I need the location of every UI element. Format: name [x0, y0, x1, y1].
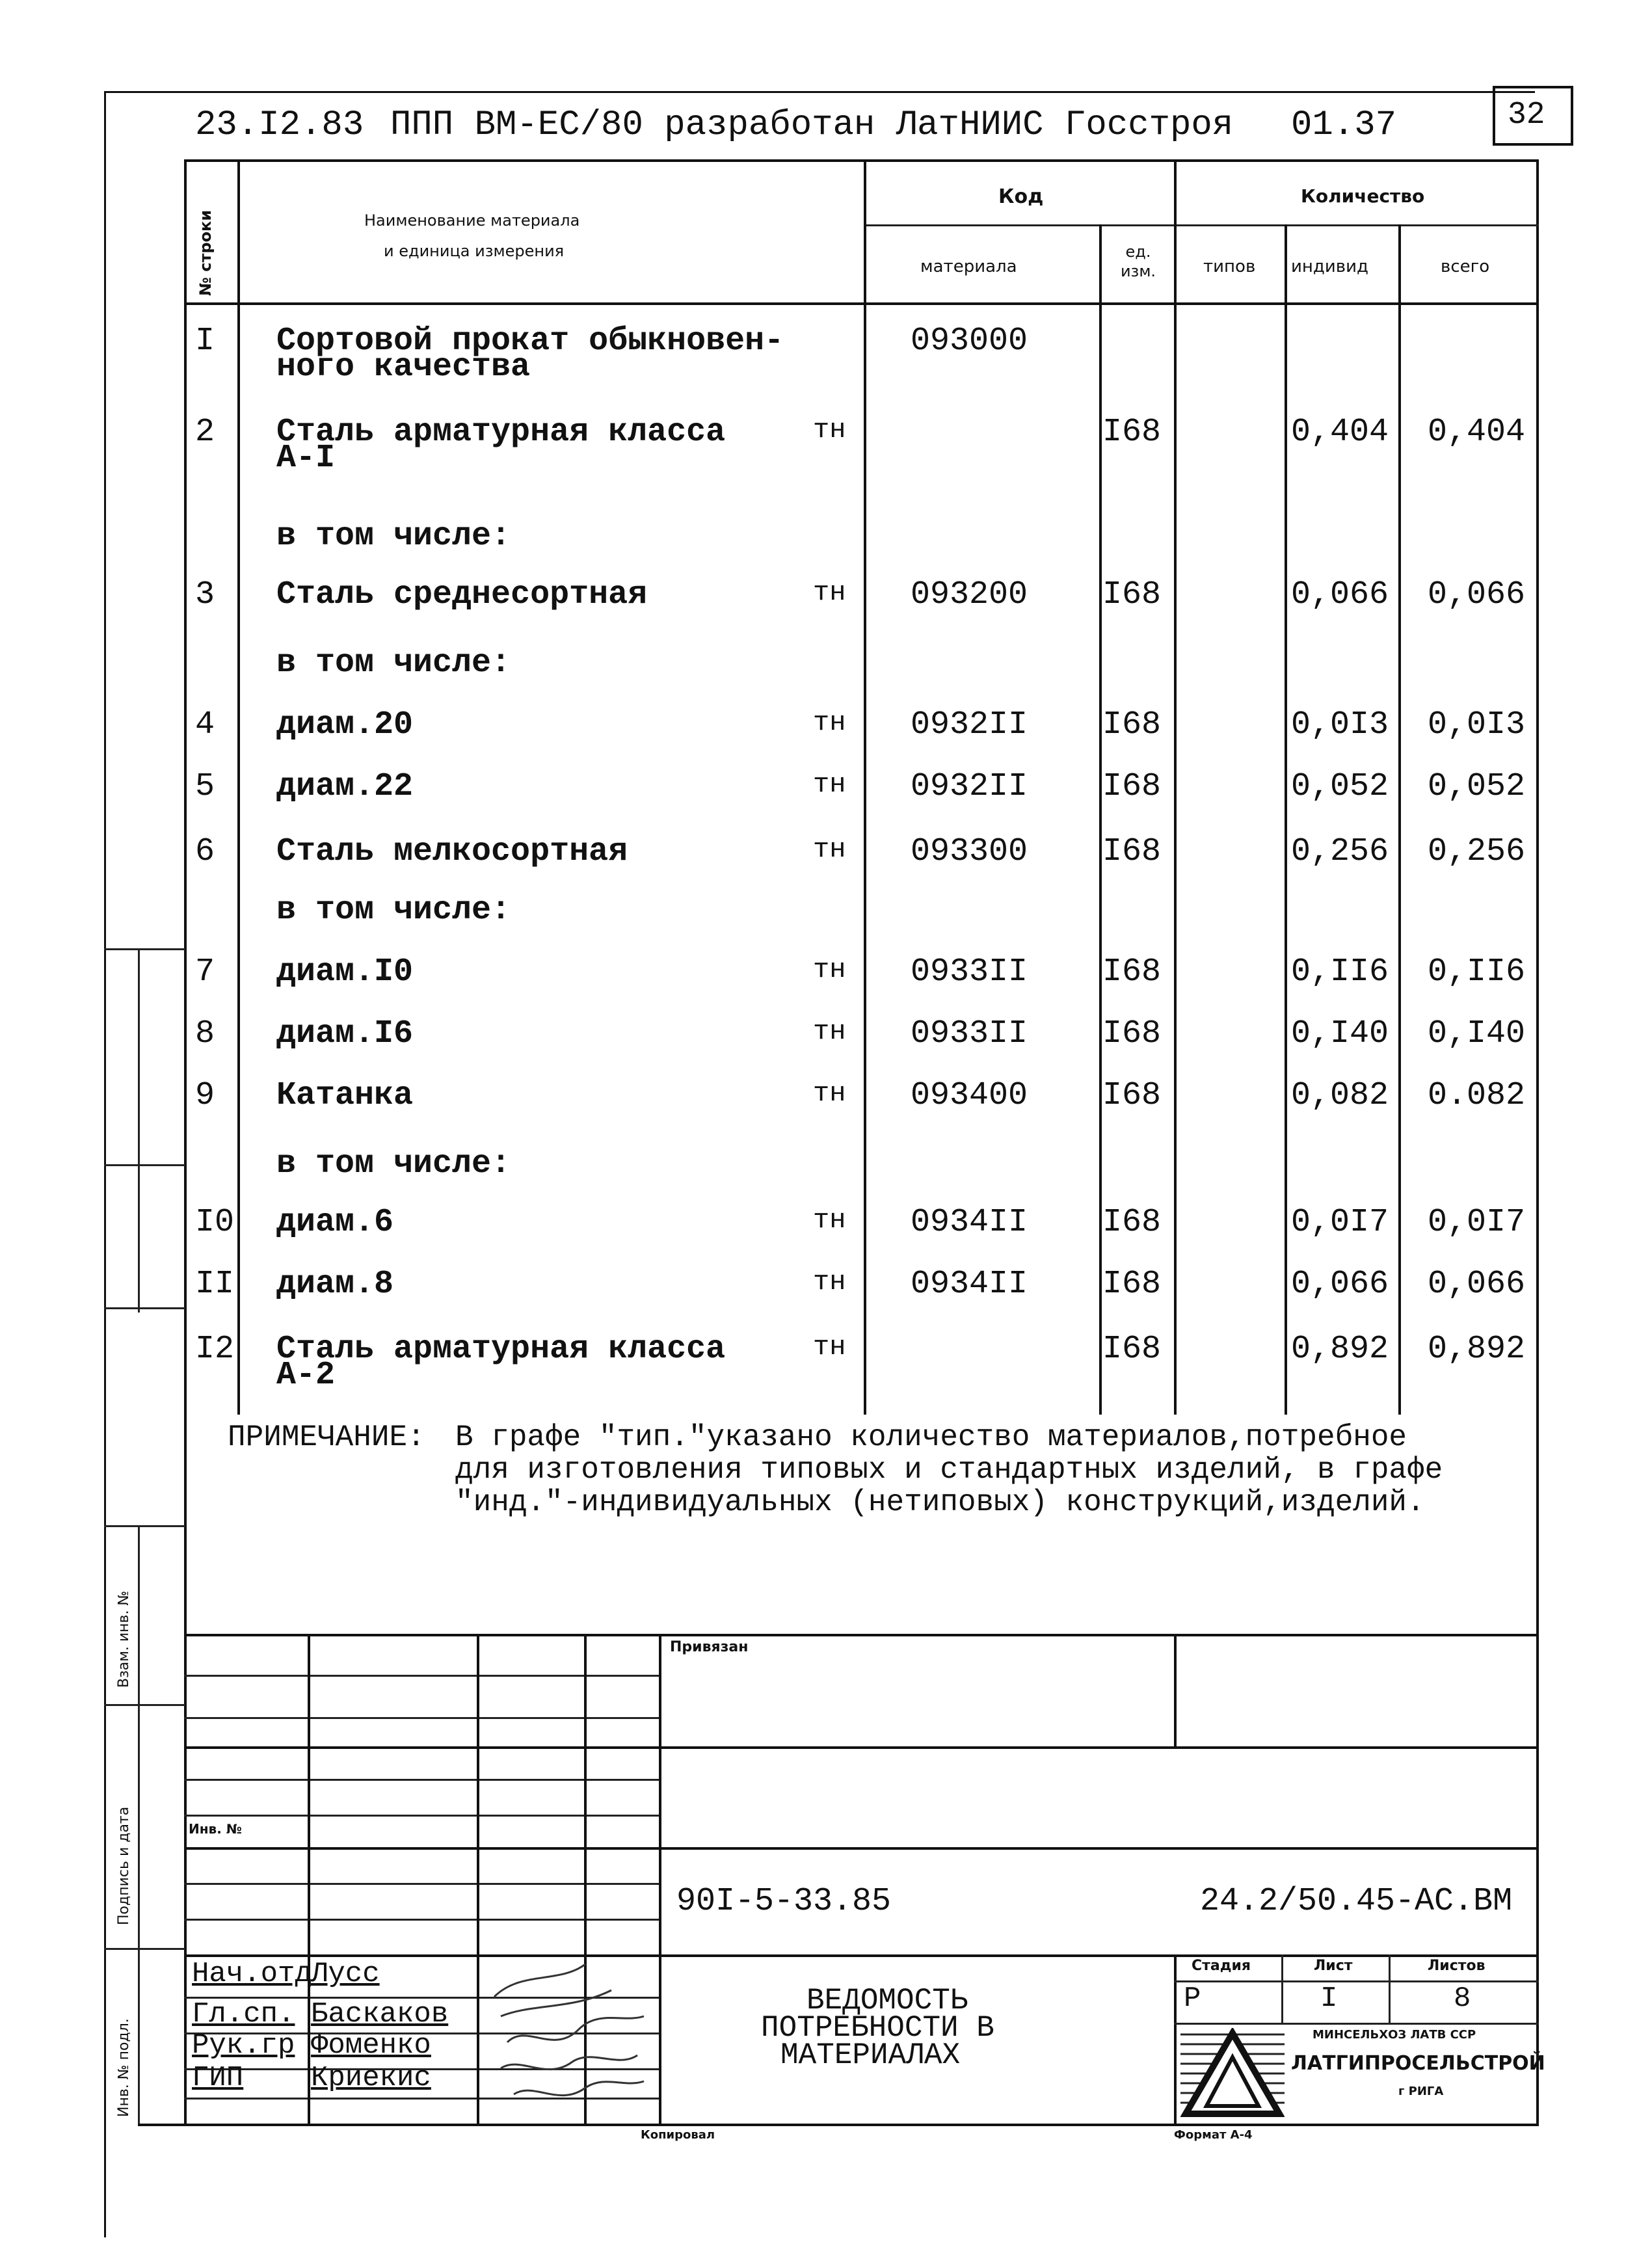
- row-unit: тн: [813, 1331, 846, 1363]
- header-materiala: материала: [920, 257, 1017, 276]
- row-vsego: 0,0I3: [1428, 706, 1526, 743]
- row-ed: I68: [1102, 953, 1162, 991]
- row-number: 4: [195, 706, 215, 743]
- header-code: 01.37: [1291, 105, 1397, 145]
- tb-line-f: [184, 1847, 1539, 1850]
- row-ed: I68: [1102, 1331, 1162, 1368]
- row-name: в том числе:: [276, 892, 511, 929]
- row-vsego: 0,066: [1428, 1266, 1526, 1303]
- row-number: 3: [195, 576, 215, 613]
- tb-org-line1: МИНСЕЛЬХОЗ ЛАТВ ССР: [1312, 2028, 1476, 2042]
- row-individ: 0,I40: [1291, 1015, 1389, 1052]
- margin-tick-2: [104, 1164, 185, 1166]
- row-vsego: 0,052: [1428, 768, 1526, 805]
- row-vsego: 0,892: [1428, 1331, 1526, 1368]
- row-number: 9: [195, 1077, 215, 1114]
- header-individ: индивид: [1291, 257, 1368, 276]
- row-ed: I68: [1102, 768, 1162, 805]
- signer-role: ГИП: [192, 2062, 244, 2094]
- tb-listov-value: 8: [1454, 1982, 1471, 2015]
- tb-stadia-value: Р: [1184, 1982, 1201, 2015]
- tb-col-5: [1174, 1634, 1177, 1746]
- row-unit: тн: [813, 834, 846, 865]
- signer-role: Гл.сп.: [192, 1998, 295, 2031]
- col-line-vsego: [1398, 224, 1401, 1415]
- header-name-line1: Наименование материала: [364, 211, 580, 230]
- row-individ: 0,066: [1291, 576, 1389, 613]
- note-line2: для изготовления типовых и стандартных изделий, в графе: [455, 1453, 1443, 1487]
- margin-tick-1: [104, 948, 185, 950]
- row-name: в том числе:: [276, 518, 511, 555]
- row-name-cont: ного качества: [276, 349, 531, 386]
- col-line-qty: [1174, 159, 1177, 1415]
- header-mid-line: [864, 224, 1539, 226]
- row-name-cont: А-I: [276, 440, 336, 477]
- row-name-cont: А-2: [276, 1357, 336, 1394]
- row-individ: 0,404: [1291, 414, 1389, 451]
- row-name: диам.6: [276, 1204, 394, 1241]
- tb-stadia-line2: [1174, 2023, 1539, 2025]
- col-line-code: [864, 159, 866, 1415]
- row-number: 2: [195, 414, 215, 451]
- row-number: 8: [195, 1015, 215, 1052]
- side-line-2: [104, 1704, 185, 1706]
- row-vsego: 0,256: [1428, 833, 1526, 870]
- row-ed: I68: [1102, 1204, 1162, 1241]
- row-name: диам.20: [276, 706, 414, 743]
- header-ed-izm: ед. изм.: [1120, 243, 1156, 280]
- row-code: 0933II: [911, 1015, 1028, 1052]
- tb-line-d: [184, 1779, 659, 1781]
- row-number: I0: [195, 1204, 235, 1241]
- header-caption: ППП ВМ-ЕС/80 разработан ЛатНИИС Госстроя: [390, 105, 1234, 145]
- tb-line-i: [184, 1954, 1539, 1957]
- row-vsego: 0,066: [1428, 576, 1526, 613]
- row-number: I: [195, 323, 215, 360]
- row-name: Сталь мелкосортная: [276, 833, 628, 870]
- margin-vline-1: [138, 948, 140, 1313]
- tb-line-g: [184, 1883, 659, 1885]
- tb-line-e: [184, 1815, 659, 1817]
- row-ed: I68: [1102, 833, 1162, 870]
- signer-name: Лусс: [311, 1958, 380, 1990]
- header-name-line2: и единица измерения: [384, 242, 565, 260]
- row-code: 093200: [911, 576, 1028, 613]
- side-col-line: [138, 1525, 140, 2124]
- row-unit: тн: [813, 769, 846, 800]
- tb-line-b: [184, 1717, 659, 1719]
- col-line-no: [237, 159, 240, 1415]
- row-individ: 0,0I7: [1291, 1204, 1389, 1241]
- tb-title-1: ВЕДОМОСТЬ: [806, 1984, 968, 2018]
- row-code: 093400: [911, 1077, 1028, 1114]
- frame-left: [184, 159, 187, 2124]
- side-line-3: [104, 1948, 185, 1950]
- row-name: Сталь арматурная класса: [276, 414, 726, 451]
- row-name: в том числе:: [276, 645, 511, 682]
- row-number: I2: [195, 1331, 235, 1368]
- frame-bottom: [138, 2124, 1539, 2126]
- row-number: 7: [195, 953, 215, 991]
- row-number: 5: [195, 768, 215, 805]
- signer-role: Рук.гр: [192, 2029, 295, 2062]
- tb-line-c: [184, 1746, 1539, 1749]
- side-line-1: [104, 1525, 185, 1527]
- note-line3: "инд."-индивидуальных (нетиповых) конструкций,изделий.: [455, 1486, 1425, 1519]
- row-individ: 0,066: [1291, 1266, 1389, 1303]
- tb-stadia-col1: [1281, 1954, 1283, 2023]
- row-ed: I68: [1102, 1015, 1162, 1052]
- tb-title-3: МАТЕРИАЛАХ: [780, 2038, 961, 2072]
- side-label-inv: Инв. № подл.: [116, 2018, 132, 2117]
- row-name: Сортовой прокат обыкновен-: [276, 323, 784, 360]
- row-ed: I68: [1102, 1266, 1162, 1303]
- header-date: 23.I2.83: [195, 105, 364, 145]
- frame-right: [1536, 159, 1539, 2124]
- tb-list-value: I: [1320, 1982, 1338, 2015]
- row-code: 0934II: [911, 1204, 1028, 1241]
- row-code: 093000: [911, 323, 1028, 360]
- tb-title-2: ПОТРЕБНОСТИ В: [761, 2011, 994, 2045]
- header-kolichestvo: Количество: [1301, 185, 1425, 207]
- tb-stadia-col2: [1389, 1954, 1391, 2023]
- row-name: диам.22: [276, 768, 414, 805]
- row-number: II: [195, 1266, 235, 1303]
- table-top-line: [184, 159, 1539, 162]
- row-individ: 0,052: [1291, 768, 1389, 805]
- row-vsego: 0,II6: [1428, 953, 1526, 991]
- tb-org-line2: ЛАТГИПРОСЕЛЬСТРОЙ: [1291, 2052, 1545, 2075]
- signer-name: Баскаков: [311, 1998, 449, 2031]
- tb-col-1: [308, 1634, 310, 2124]
- header-row-no: № строки: [196, 209, 215, 296]
- row-name: диам.8: [276, 1266, 394, 1303]
- row-name: Катанка: [276, 1077, 414, 1114]
- row-name: в том числе:: [276, 1145, 511, 1182]
- row-name: диам.I0: [276, 953, 414, 991]
- tb-sheet-code: 24.2/50.45-АС.ВМ: [1200, 1883, 1513, 1920]
- row-unit: тн: [813, 577, 846, 608]
- tb-org-line3: г РИГА: [1398, 2085, 1444, 2098]
- col-line-ed: [1099, 224, 1102, 1415]
- tb-kopiroval: Копировал: [641, 2128, 715, 2142]
- row-unit: тн: [813, 1205, 846, 1236]
- row-vsego: 0,0I7: [1428, 1204, 1526, 1241]
- row-unit: тн: [813, 414, 846, 446]
- tb-col-6: [1174, 1954, 1177, 2124]
- margin-tick-3: [104, 1307, 185, 1309]
- note-line1: В графе "тип."указано количество материалов,потребное: [455, 1420, 1407, 1454]
- row-ed: I68: [1102, 1077, 1162, 1114]
- row-unit: тн: [813, 1078, 846, 1109]
- tb-line-top: [184, 1634, 1539, 1636]
- row-ed: I68: [1102, 706, 1162, 743]
- row-code: 093300: [911, 833, 1028, 870]
- tb-col-2: [477, 1634, 479, 2124]
- row-name: Сталь арматурная класса: [276, 1331, 726, 1368]
- row-code: 0934II: [911, 1266, 1028, 1303]
- row-code: 0932II: [911, 706, 1028, 743]
- row-individ: 0,892: [1291, 1331, 1389, 1368]
- row-code: 0932II: [911, 768, 1028, 805]
- table-header-bottom: [184, 302, 1539, 305]
- top-frame-line: [104, 91, 1535, 93]
- row-unit: тн: [813, 954, 846, 985]
- row-ed: I68: [1102, 576, 1162, 613]
- header-kod: Код: [998, 185, 1044, 208]
- organization-logo-icon: [1180, 2028, 1285, 2119]
- row-name: диам.I6: [276, 1015, 414, 1052]
- signature-scribbles: [481, 1958, 663, 2127]
- signer-name: Фоменко: [311, 2029, 431, 2062]
- row-unit: тн: [813, 1266, 846, 1298]
- side-label-podpis: Подпись и дата: [116, 1806, 132, 1925]
- row-number: 6: [195, 833, 215, 870]
- row-vsego: 0,404: [1428, 414, 1526, 451]
- row-ed: I68: [1102, 414, 1162, 451]
- signer-name: Криекис: [311, 2062, 431, 2094]
- tb-stadia-label: Стадия: [1192, 1958, 1251, 1974]
- row-individ: 0,0I3: [1291, 706, 1389, 743]
- row-vsego: 0,I40: [1428, 1015, 1526, 1052]
- row-unit: тн: [813, 1016, 846, 1047]
- tb-format: Формат А-4: [1174, 2128, 1253, 2142]
- col-line-individ: [1285, 224, 1287, 1415]
- row-code: 0933II: [911, 953, 1028, 991]
- tb-doc-code: 90I-5-33.85: [676, 1883, 892, 1920]
- header-vsego: всего: [1441, 257, 1490, 276]
- row-unit: тн: [813, 707, 846, 738]
- signer-role: Нач.отд: [192, 1958, 312, 1990]
- header-tipov: типов: [1203, 257, 1256, 276]
- page-stamp: 32: [1508, 98, 1545, 133]
- tb-line-h: [184, 1919, 659, 1921]
- row-vsego: 0.082: [1428, 1077, 1526, 1114]
- row-name: Сталь среднесортная: [276, 576, 648, 613]
- tb-stadia-line1: [1174, 1980, 1539, 1982]
- row-individ: 0,256: [1291, 833, 1389, 870]
- tb-listov-label: Листов: [1428, 1958, 1485, 1974]
- tb-privyazan: Привязан: [670, 1639, 749, 1655]
- note-label: ПРИМЕЧАНИЕ:: [228, 1420, 425, 1454]
- side-label-vzam: Взам. инв. №: [116, 1590, 132, 1688]
- row-individ: 0,082: [1291, 1077, 1389, 1114]
- tb-line-a: [184, 1675, 659, 1677]
- tb-list-label: Лист: [1314, 1958, 1353, 1974]
- tb-inv-no: Инв. №: [189, 1821, 242, 1837]
- row-individ: 0,II6: [1291, 953, 1389, 991]
